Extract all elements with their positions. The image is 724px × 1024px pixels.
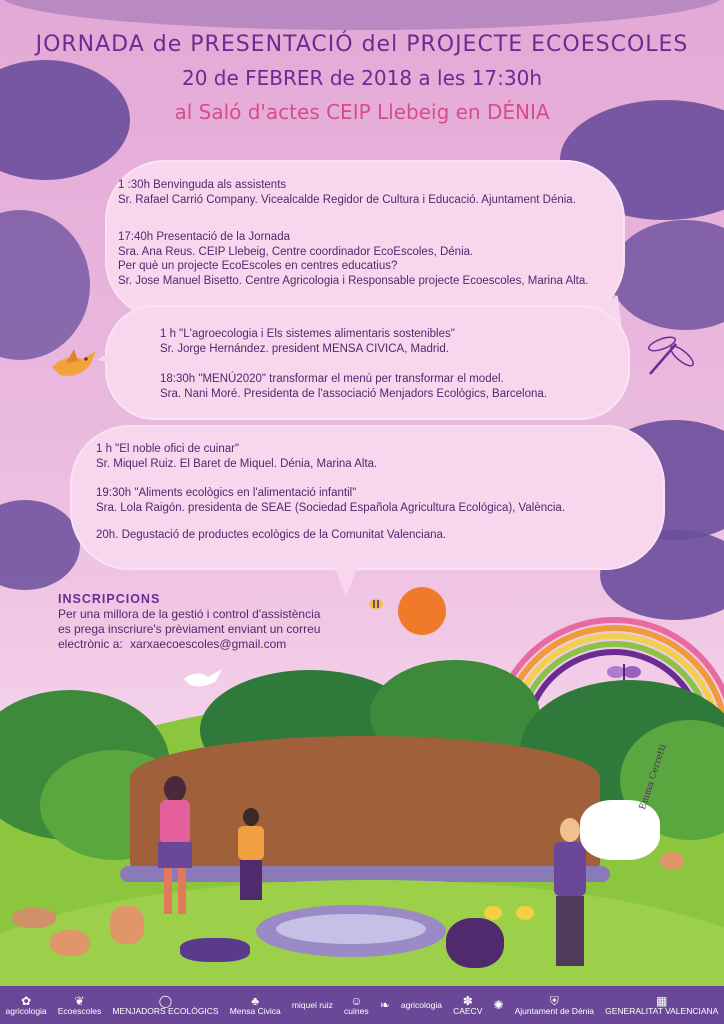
fountain-water xyxy=(276,914,426,944)
program-line: Sr. Jose Manuel Bisetto. Centre Agricologia i Responsable projecte Ecoescoles, Marina Alta. xyxy=(118,274,589,287)
program-line: 18:30h "MENÚ2020" transformar el menú per transformar el model. xyxy=(160,373,504,385)
logo-ajuntament-denia[interactable]: ⛨ Ajuntament de Dénia xyxy=(514,993,595,1016)
euro-leaf-icon: ❧ xyxy=(379,998,390,1012)
program-cooking xyxy=(96,442,636,471)
logo-menjadors-ecologics[interactable]: ◯ MENJADORS ECOLÒGICS xyxy=(112,993,219,1016)
sponsor-logos-bar xyxy=(0,986,724,1024)
program-line: Sra. Ana Reus. CEIP Llebeig, Centre coordinador EcoEscoles, Dénia. xyxy=(118,245,474,258)
chick-illustration xyxy=(516,906,534,920)
speech-bubble-2 xyxy=(105,305,630,420)
logo-generalitat-valenciana[interactable]: ▦ GENERALITAT VALENCIANA xyxy=(605,993,719,1016)
program-line: 19:30h "Aliments ecològics en l'alimentació infantil" xyxy=(96,487,357,499)
dragonfly-illustration xyxy=(636,330,696,380)
program-tasting xyxy=(96,528,636,543)
dove-illustration xyxy=(182,665,226,691)
cloud-left-low xyxy=(0,500,80,590)
garden-bed xyxy=(130,736,600,876)
registration-email[interactable]: xarxaecoescoles@gmail.com xyxy=(130,637,287,651)
program-line: 1 :30h Benvinguda als assistents xyxy=(118,179,287,191)
squirrel-illustration xyxy=(12,908,56,928)
plate-icon: ◯ xyxy=(158,993,173,1008)
chick-illustration xyxy=(484,906,502,920)
logo-eu-organic[interactable] xyxy=(378,999,392,1011)
poster-date: 20 de FEBRER de 2018 a les 17:30h xyxy=(182,66,542,90)
tree-icon: ♣ xyxy=(251,993,260,1008)
bubble-tail-2 xyxy=(95,340,133,373)
emblem-icon: ✺ xyxy=(493,998,504,1012)
program-line: 1 h "El noble ofici de cuinar" xyxy=(96,443,240,455)
logo-cuines[interactable]: ☺ cuines xyxy=(344,993,369,1016)
bee-illustration xyxy=(366,596,386,610)
program-line: Sra. Lola Raigón. presidenta de SEAE (Sociedad Española Agricultura Ecológica), València. xyxy=(96,501,566,514)
dog-illustration xyxy=(180,938,250,962)
dog-small-illustration xyxy=(110,906,144,944)
person-child-left xyxy=(236,808,266,904)
logo-emblem[interactable] xyxy=(491,999,505,1011)
program-welcome xyxy=(118,178,618,207)
program-presentation xyxy=(118,230,638,288)
illustrator-signature: Emma Cerretti xyxy=(638,743,669,812)
chef-icon: ☺ xyxy=(350,993,363,1008)
program-line: 20h. Degustació de productes ecològics de la Comunitat Valenciana. xyxy=(96,529,447,541)
poster-venue: al Saló d'actes CEIP Llebeig en DÉNIA xyxy=(174,100,550,124)
logo-mensa-civica[interactable]: ♣ Mensa Civica xyxy=(229,993,281,1016)
pig-illustration xyxy=(50,930,90,956)
program-menu2020 xyxy=(160,372,620,401)
registration-line xyxy=(58,637,358,652)
person-woman-left xyxy=(158,776,192,916)
program-line: Sra. Nani Moré. Presidenta de l'associació Menjadors Ecològics, Barcelona. xyxy=(160,387,547,400)
program-line: Per què un projecte EcoEscoles en centres educatius? xyxy=(118,260,398,272)
logo-agricologia-flower[interactable]: ✿ agricologia xyxy=(5,993,47,1016)
shield-icon: ⛨ xyxy=(549,993,559,1008)
logo-caecv[interactable]: ✽ CAECV xyxy=(453,993,483,1016)
caecv-icon: ✽ xyxy=(462,993,473,1008)
gva-icon: ▦ xyxy=(656,993,668,1008)
sun-illustration xyxy=(398,587,446,635)
registration-line: Per una millora de la gestió i control d'assistència xyxy=(58,607,321,621)
program-ecological-food xyxy=(96,486,656,515)
cloud-top-center xyxy=(0,0,724,30)
flower-icon: ✿ xyxy=(21,993,32,1008)
logo-ecoescoles[interactable]: ❦ Ecoescoles xyxy=(57,993,102,1016)
program-line: 17:40h Presentació de la Jornada xyxy=(118,231,290,243)
program-line: Sr. Jorge Hernández. president MENSA CIVICA, Madrid. xyxy=(160,342,449,355)
registration-heading: INSCRIPCIONS xyxy=(58,592,161,606)
leaf-icon: ❦ xyxy=(74,993,85,1008)
bubble-tail-3 xyxy=(332,562,360,596)
logo-agricologia-text[interactable]: agricologia xyxy=(400,999,442,1010)
registration-line: es prega inscriure's prèviament enviant un correu xyxy=(58,622,321,636)
cloud-left-mid xyxy=(0,210,90,360)
program-line: 1 h "L'agroecologia i Els sistemes alimentaris sostenibles" xyxy=(160,328,455,340)
program-line: Sr. Rafael Carrió Company. Vicealcalde Regidor de Cultura i Educació. Ajuntament Dénia. xyxy=(118,193,576,206)
poster-title: JORNADA de PRESENTACIÓ del PROJECTE ECOESCOLES xyxy=(35,32,689,57)
rooster-illustration xyxy=(446,918,504,968)
bird-illustration xyxy=(48,345,100,385)
program-agroecology xyxy=(160,327,620,356)
registration-line-prefix: electrònic a: xyxy=(58,637,123,651)
registration-section xyxy=(58,592,358,652)
logo-miquel-ruiz[interactable]: miquel ruiz xyxy=(291,999,333,1010)
program-line: Sr. Miquel Ruiz. El Baret de Miquel. Dénia, Marina Alta. xyxy=(96,457,378,470)
snail-illustration xyxy=(660,852,684,870)
